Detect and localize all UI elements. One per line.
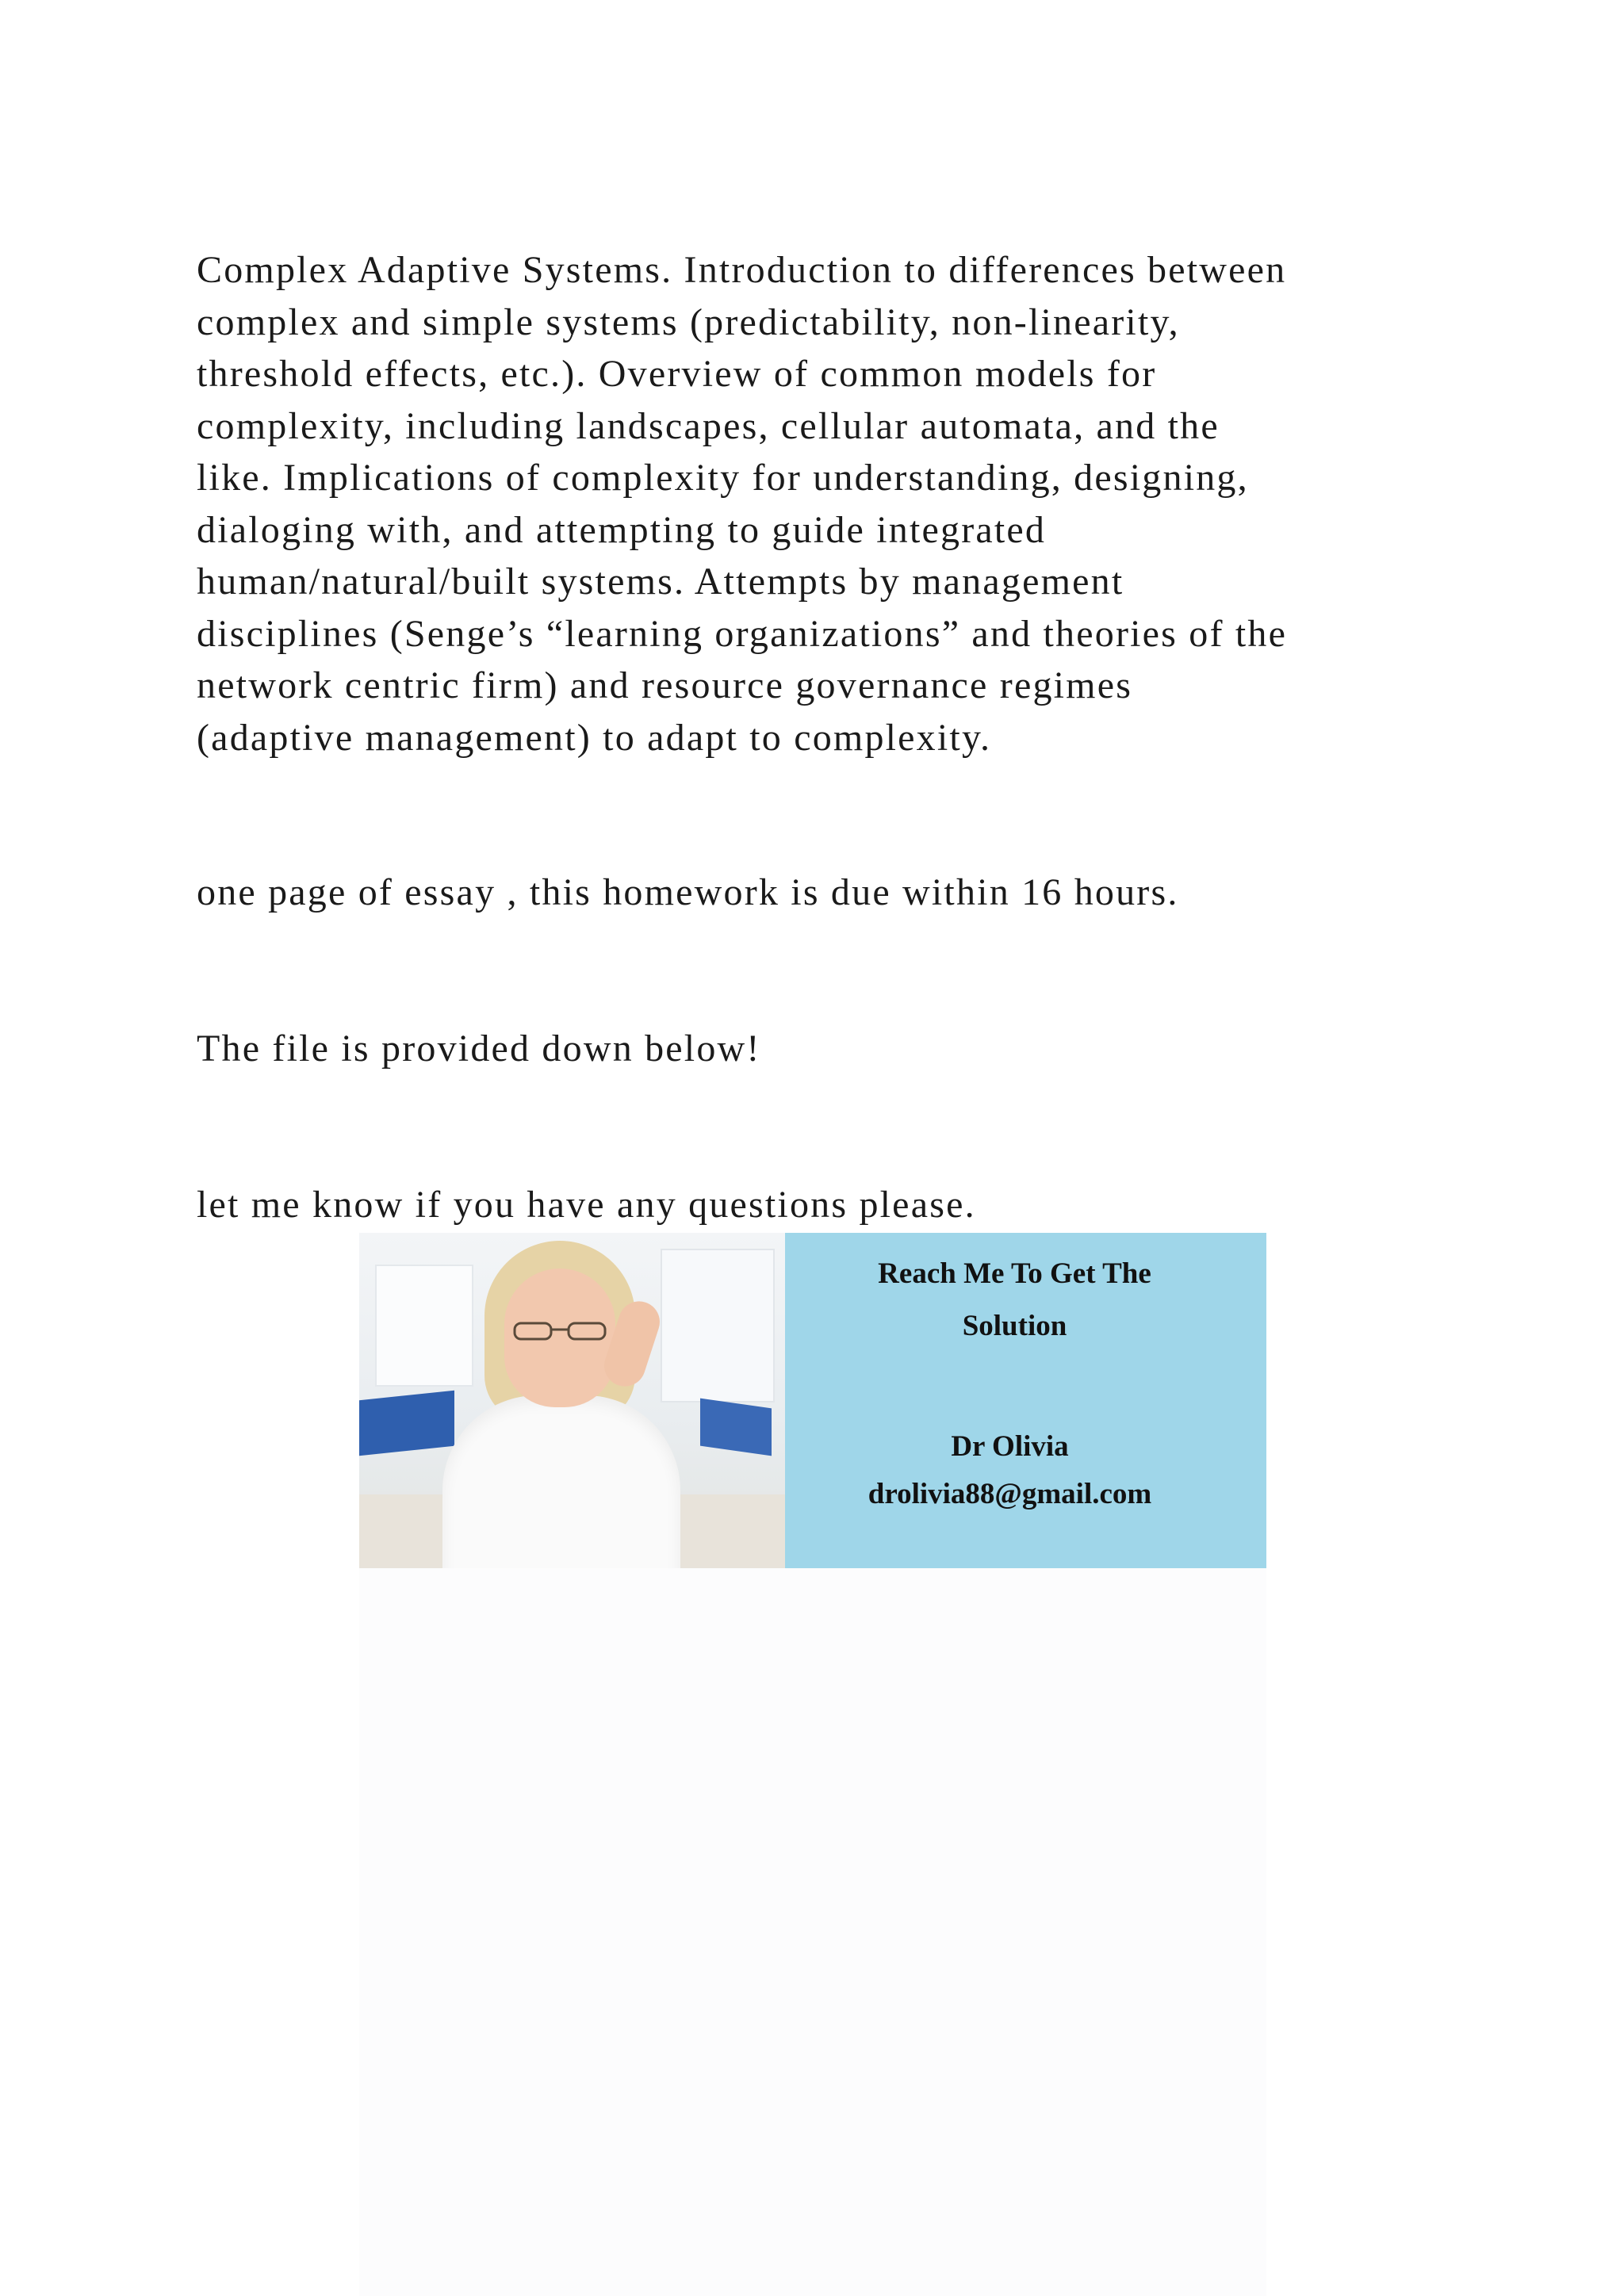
main-paragraph-line: human/natural/built systems. Attempts by management [197, 561, 1124, 603]
promo-banner [359, 1233, 1266, 1568]
essay-instruction: one page of essay , this homework is due within 16 hours. [197, 871, 1179, 913]
main-paragraph-line: dialoging with, and attempting to guide integrated [197, 508, 1047, 551]
main-paragraph-line: complexity, including landscapes, cellular automata, and the [197, 404, 1220, 447]
blue-chair [359, 1391, 454, 1456]
glasses-icon [511, 1320, 608, 1342]
background-window [375, 1265, 473, 1387]
questions-note: let me know if you have any questions please. [197, 1184, 976, 1226]
promo-headline: Reach Me To Get The [878, 1257, 1151, 1290]
contact-name: Dr Olivia [951, 1430, 1069, 1463]
main-paragraph-line: (adaptive management) to adapt to complexity. [197, 716, 992, 759]
main-paragraph [197, 244, 1497, 763]
contact-email: drolivia88@gmail.com [868, 1478, 1152, 1510]
promo-headline: Solution [962, 1310, 1067, 1342]
file-note: The file is provided down below! [197, 1027, 761, 1070]
background-window [661, 1249, 775, 1402]
main-paragraph-line: like. Implications of complexity for understanding, designing, [197, 457, 1249, 499]
person-photo [359, 1233, 785, 1568]
main-paragraph-line: disciplines (Senge’s “learning organizations” and theories of the [197, 612, 1288, 655]
blue-chair [700, 1399, 772, 1456]
main-paragraph-line: threshold effects, etc.). Overview of common models for [197, 353, 1157, 395]
main-paragraph-line: complex and simple systems (predictability, non-linearity, [197, 300, 1180, 343]
contact-panel [785, 1233, 1266, 1568]
main-paragraph-line: network centric firm) and resource governance regimes [197, 664, 1133, 706]
white-blouse [442, 1395, 680, 1568]
main-paragraph-line: Complex Adaptive Systems. Introduction to differences between [197, 249, 1287, 291]
blank-image-area [359, 1568, 1266, 2296]
